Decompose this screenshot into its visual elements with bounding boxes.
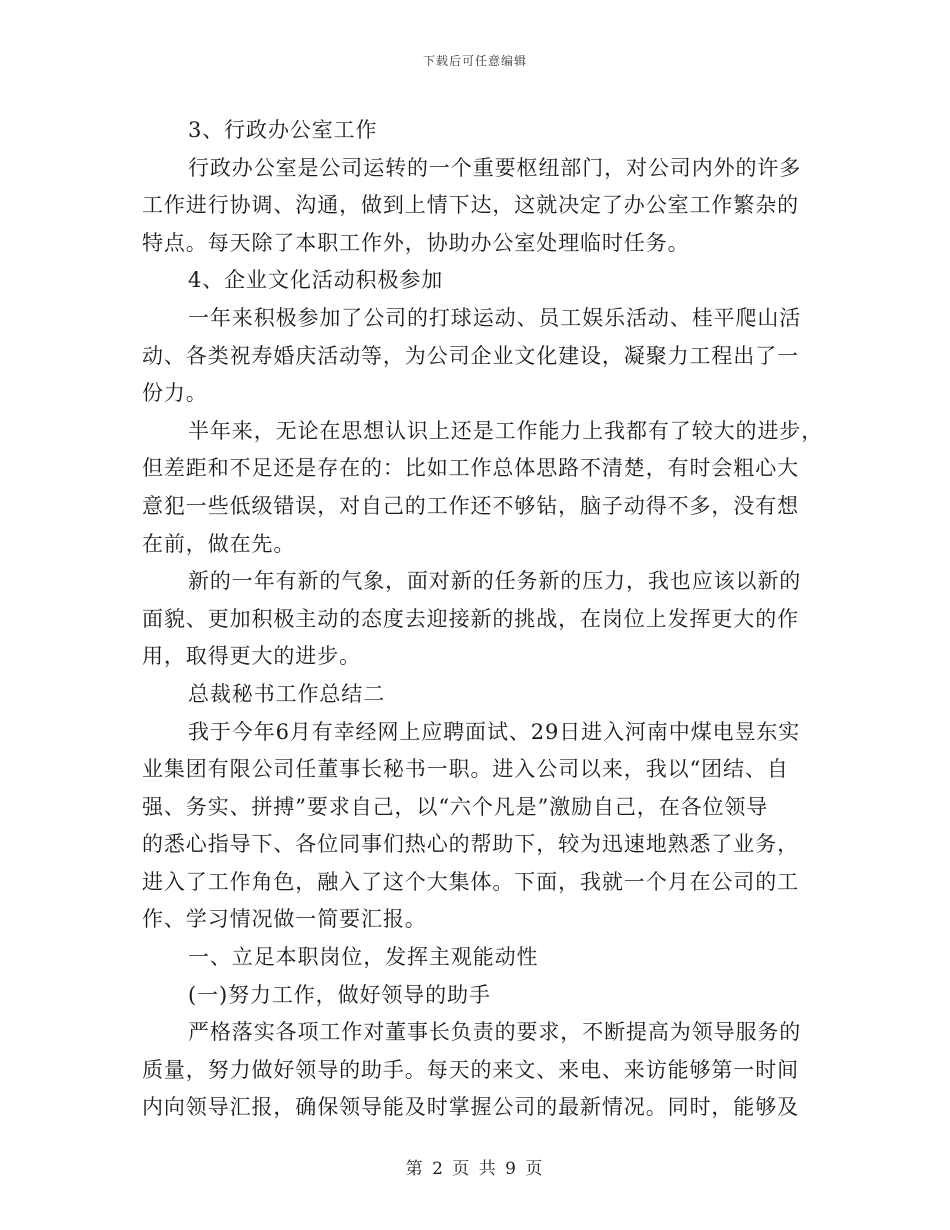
paragraph-line: 内向领导汇报，确保领导能及时掌握公司的最新情况。同时，能够及 (142, 1095, 799, 1120)
paragraph-line: 质量，努力做好领导的助手。每天的来文、来电、来访能够第一时间 (142, 1057, 799, 1082)
document-subtitle: 总裁秘书工作总结二 (188, 681, 386, 706)
paragraph-line: 意犯一些低级错误，对自己的工作还不够钻，脑子动得不多，没有想 (142, 493, 799, 518)
section-heading: 4、企业文化活动积极参加 (188, 268, 444, 293)
paragraph-line: 新的一年有新的气象，面对新的任务新的压力，我也应该以新的 (188, 569, 802, 594)
paragraph-line: 业集团有限公司任董事长秘书一职。进入公司以来，我以“团结、自 (142, 757, 789, 782)
paragraph-line: 份力。 (142, 381, 208, 406)
page-header-note: 下载后可任意编辑 (422, 54, 527, 68)
paragraph-line: 特点。每天除了本职工作外，协助办公室处理临时任务。 (142, 230, 690, 255)
paragraph-line: 在前，做在先。 (142, 531, 296, 556)
subsection-heading: (一)努力工作，做好领导的助手 (188, 982, 491, 1007)
paragraph-line: 行政办公室是公司运转的一个重要枢纽部门，对公司内外的许多 (188, 155, 802, 180)
paragraph-line: 的悉心指导下、各位同事们热心的帮助下，较为迅速地熟悉了业务， (142, 832, 799, 857)
paragraph-line: 进入了工作角色，融入了这个大集体。下面，我就一个月在公司的工 (142, 869, 799, 894)
paragraph-line: 半年来，无论在思想认识上还是工作能力上我都有了较大的进步， (188, 418, 824, 443)
paragraph-line: 工作进行协调、沟通，做到上情下达，这就决定了办公室工作繁杂的 (142, 193, 799, 218)
page-number: 第 2 页 共 9 页 (405, 1159, 545, 1179)
paragraph-line: 我于今年6月有幸经网上应聘面试、29日进入河南中煤电昱东实 (188, 719, 801, 744)
paragraph-line: 一年来积极参加了公司的打球运动、员工娱乐活动、桂平爬山活 (188, 305, 802, 330)
paragraph-line: 强、务实、拼搏”要求自己，以“六个凡是”激励自己，在各位领导 (142, 794, 769, 819)
section-heading: 一、立足本职岗位，发挥主观能动性 (188, 945, 539, 970)
paragraph-line: 用，取得更大的进步。 (142, 644, 361, 669)
paragraph-line: 但差距和不足还是存在的：比如工作总体思路不清楚，有时会粗心大 (142, 456, 799, 481)
section-heading: 3、行政办公室工作 (188, 118, 378, 142)
paragraph-line: 动、各类祝寿婚庆活动等，为公司企业文化建设，凝聚力工程出了一 (142, 343, 799, 368)
paragraph-line: 严格落实各项工作对董事长负责的要求，不断提高为领导服务的 (188, 1020, 802, 1045)
paragraph-line: 作、学习情况做一简要汇报。 (142, 907, 427, 932)
document-body (142, 112, 824, 1127)
paragraph-line: 面貌、更加积极主动的态度去迎接新的挑战，在岗位上发挥更大的作 (142, 606, 799, 631)
